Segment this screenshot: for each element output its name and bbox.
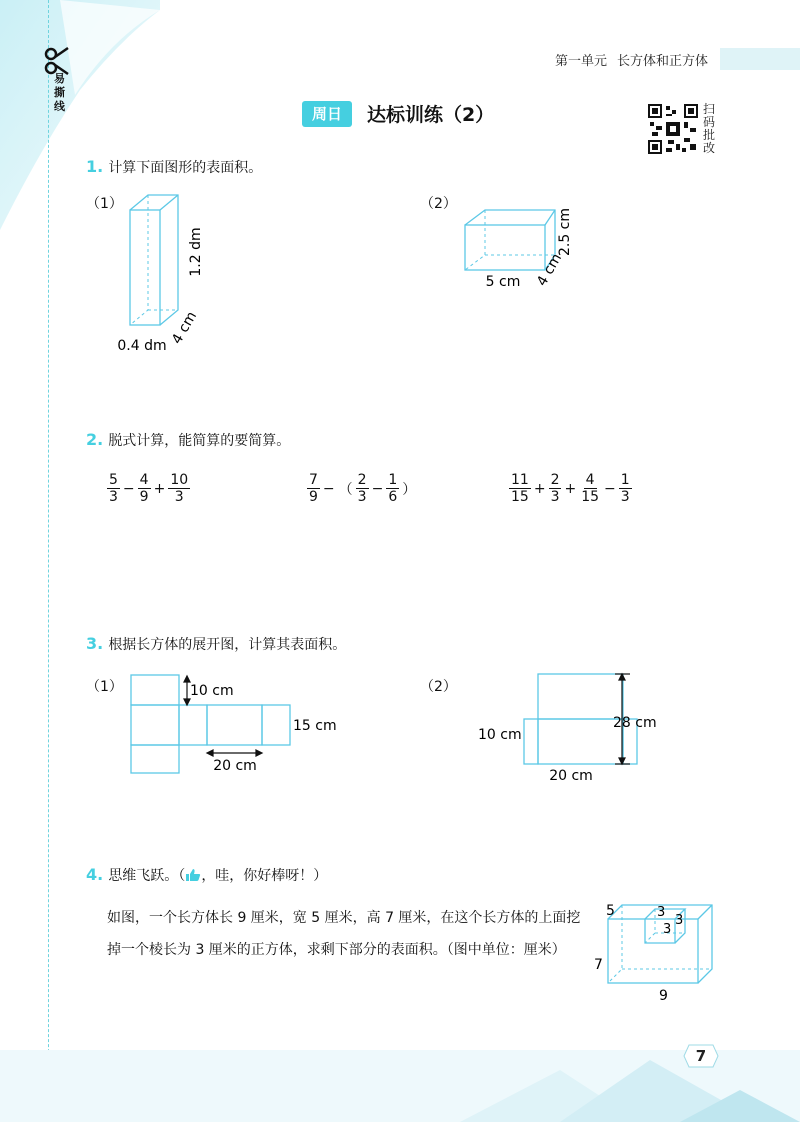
- q3-net-1: [125, 670, 355, 780]
- q3-p1-dim-b: 15 cm: [293, 718, 337, 734]
- q2-expression-3: [508, 472, 633, 505]
- tear-line: [48, 0, 49, 1122]
- operator: +: [153, 480, 166, 497]
- denominator: 9: [139, 489, 149, 505]
- q4-number: 4.: [86, 865, 104, 884]
- q4-cuboid-figure: [590, 895, 730, 1005]
- denominator: 3: [620, 489, 630, 505]
- q3-p2-dim-a: 10 cm: [478, 727, 522, 743]
- q1-text: 计算下面图形的表面积。: [108, 160, 263, 176]
- fraction: [168, 472, 190, 505]
- fraction: [138, 472, 151, 505]
- q2-expression-2: [306, 472, 418, 505]
- running-head: [555, 50, 708, 69]
- qr-caption: 扫码批改: [703, 102, 716, 155]
- q3-heading: [86, 634, 346, 654]
- fraction: [356, 472, 369, 505]
- fraction: [549, 472, 562, 505]
- page-title: 达标训练（2）: [367, 104, 495, 126]
- q1-part1-label: （1）: [86, 196, 123, 212]
- q4-dim-height: 7: [594, 957, 603, 973]
- denominator: 9: [309, 489, 318, 505]
- denominator: 15: [511, 489, 529, 505]
- numerator: 7: [309, 472, 318, 488]
- numerator: 1: [620, 472, 630, 488]
- operator: +: [564, 480, 577, 497]
- header-band: [720, 48, 800, 70]
- q3-p1-dim-c: 20 cm: [213, 758, 257, 774]
- operator: −: [371, 480, 384, 497]
- numerator: 10: [170, 472, 189, 488]
- q1-part2-label: （2）: [420, 196, 457, 212]
- q2-heading: [86, 430, 290, 450]
- q4-dim-cube-c: 3: [663, 922, 672, 937]
- operator: −: [604, 480, 616, 497]
- numerator: 5: [109, 472, 118, 488]
- q4-dim-length: 9: [659, 988, 668, 1004]
- operator: −: [122, 480, 135, 497]
- q3-p2-dim-c: 20 cm: [549, 768, 593, 784]
- fraction: [107, 472, 120, 505]
- page-number: 7: [695, 1047, 707, 1065]
- numerator: 2: [357, 472, 367, 488]
- unit-label: 第一单元: [555, 54, 608, 69]
- fraction: [307, 472, 320, 505]
- numerator: 4: [585, 472, 595, 488]
- q4-praise: ，哇，你好棒呀！）: [201, 868, 328, 884]
- fraction: [579, 472, 601, 505]
- operator: +: [533, 480, 546, 497]
- q4-title: 思维飞跃。（: [108, 868, 186, 884]
- q4-body: 如图，一个长方体长 9 厘米，宽 5 厘米，高 7 厘米，在这个长方体的上面挖掉一个棱长为 3 厘米的正方体，求剩下部分的表面积。（图中单位：厘米）: [107, 910, 581, 958]
- q3-number: 3.: [86, 634, 104, 653]
- numerator: 11: [511, 472, 529, 488]
- brand-text: 易撕线: [54, 72, 65, 113]
- q2-number: 2.: [86, 430, 104, 449]
- q1-p2-depth-label: 4 cm: [533, 250, 566, 290]
- q4-dim-width: 5: [606, 903, 615, 919]
- day-tag: 周日: [302, 101, 352, 127]
- q2-expression-1: [106, 472, 191, 505]
- denominator: 3: [550, 489, 560, 505]
- q4-heading: [86, 865, 327, 885]
- qr-code[interactable]: [648, 104, 698, 154]
- q1-p1-depth-label: 4 cm: [168, 308, 201, 348]
- denominator: 3: [357, 489, 367, 505]
- q3-part2-label: （2）: [420, 679, 457, 695]
- q4-dim-cube-b: 3: [675, 913, 684, 928]
- denominator: 3: [109, 489, 118, 505]
- denominator: 6: [388, 489, 398, 505]
- q3-part1-label: （1）: [86, 679, 123, 695]
- q1-tall-cuboid: [110, 190, 230, 360]
- q3-net-2: [470, 668, 670, 788]
- q2-text: 脱式计算，能简算的要简算。: [108, 433, 291, 449]
- q3-text: 根据长方体的展开图，计算其表面积。: [108, 637, 347, 653]
- q1-flat-cuboid: [455, 190, 595, 300]
- fraction: [509, 472, 531, 505]
- q1-p2-height-label: 2.5 cm: [557, 207, 573, 257]
- denominator: 3: [174, 489, 184, 505]
- footer-decoration: [0, 1050, 800, 1122]
- fraction: [619, 472, 632, 505]
- q3-p2-dim-b: 28 cm: [613, 715, 657, 731]
- operator: −: [322, 480, 335, 497]
- q1-heading: [86, 157, 262, 177]
- numerator: 2: [550, 472, 560, 488]
- q1-p1-width-label: 0.4 dm: [117, 338, 167, 354]
- left-paren: （: [338, 481, 353, 498]
- q1-p1-height-label: 1.2 dm: [188, 227, 204, 277]
- q3-p1-dim-a: 10 cm: [190, 683, 234, 699]
- fraction: [386, 472, 399, 505]
- q1-p2-width-label: 5 cm: [485, 274, 521, 290]
- q1-number: 1.: [86, 157, 104, 176]
- chapter-label: 长方体和正方体: [617, 54, 709, 69]
- numerator: 4: [139, 472, 149, 488]
- q4-dim-cube-a: 3: [657, 905, 666, 920]
- right-paren: ）: [402, 481, 417, 498]
- thumbs-up-icon: [185, 868, 201, 882]
- numerator: 1: [388, 472, 398, 488]
- denominator: 15: [581, 489, 600, 505]
